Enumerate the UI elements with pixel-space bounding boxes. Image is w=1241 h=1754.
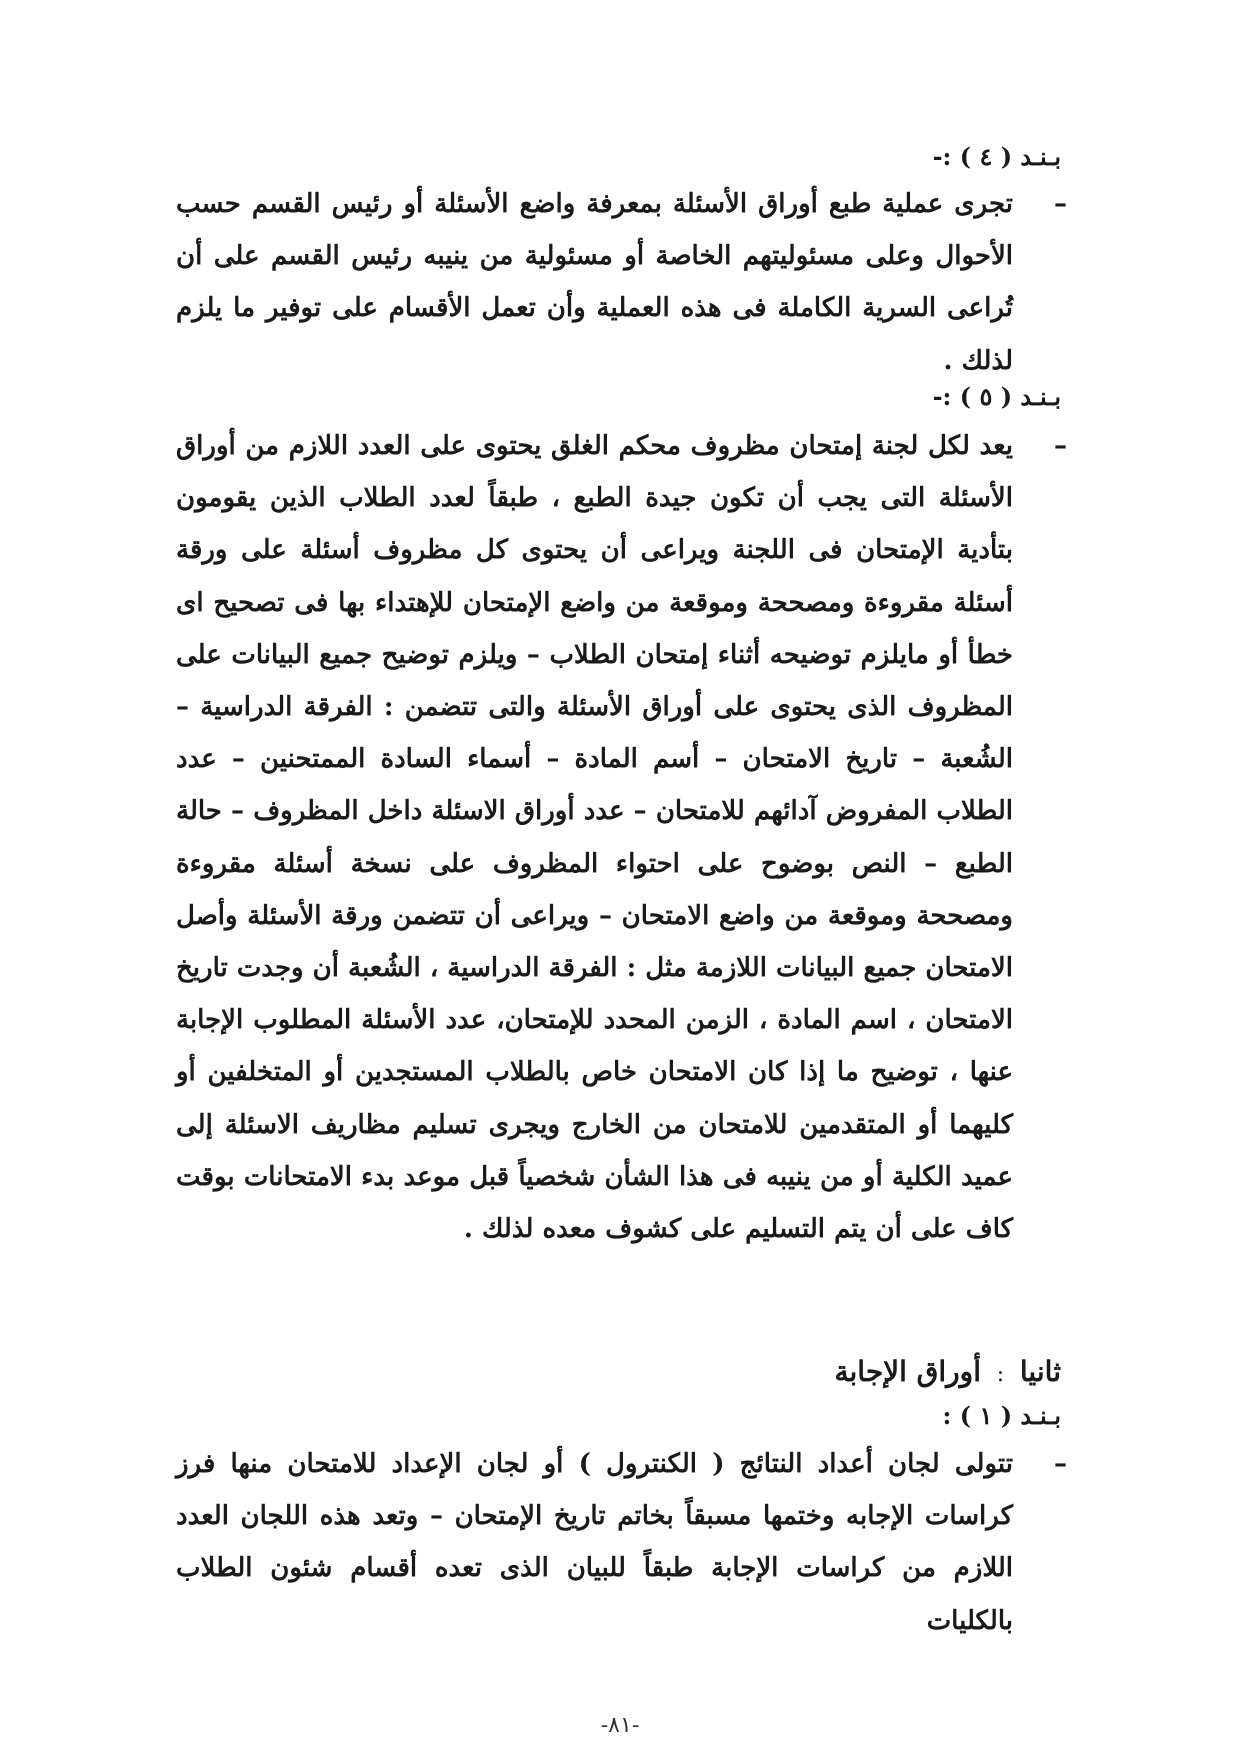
clause-5-heading: بـنـد ( ٥ ) :- (932, 382, 1061, 411)
clause-4-block (176, 178, 1067, 388)
section-two-separator: : (996, 1362, 1005, 1387)
clause-4-paragraph: تجرى عملية طبع أوراق الأسئلة بمعرفة واضع الأسئلة أو رئيس القسم حسب الأحوال وعلى مسئوليتهم الخاصة أو مسئولية من ينيبه رئيس القسم على أن تُراعى السرية الكاملة فى هذه العملية وأن تعمل الأقسام على توفير ما يلزم لذلك . (176, 189, 1013, 376)
list-dash: – (1054, 431, 1067, 461)
clause-1-block (176, 1438, 1067, 1636)
section-two-label: ثانيا (1019, 1355, 1061, 1388)
section-two-title (835, 1355, 1062, 1388)
clause-5-paragraph: يعد لكل لجنة إمتحان مظروف محكم الغلق يحتوى على العدد اللازم من أوراق الأسئلة التى يجب أن تكون جيدة الطبع ، طبقاً لعدد الطلاب الذين يقومون بتأدية الإمتحان فى اللجنة ويراعى أن يحتوى كل مظروف أسئلة على ورقة أسئلة مقروءة ومصححة وموقعة من واضع الإمتحان للإهتداء بها فى تصحيح اى خطأ أو مايلزم توضيحه أثناء إمتحان الطلاب – ويلزم توضيح جميع البيانات على المظروف الذى يحتوى على أوراق الأسئلة والتى تتضمن : الفرقة الدراسية – الشُعبة – تاريخ الامتحان – أسم المادة – أسماء السادة الممتحنين – عدد الطلاب المفروض آدائهم للامتحان – عدد أوراق الاسئلة داخل المظروف – حالة الطبع – النص بوضوح على احتواء المظروف على نسخة أسئلة مقروءة ومصححة وموقعة من واضع الامتحان – ويراعى أن تتضمن ورقة الأسئلة وأصل الامتحان جميع البيانات اللازمة مثل : الفرقة الدراسية ، الشُعبة أن وجدت تاريخ الامتحان ، اسم المادة ، الزمن المحدد للإمتحان، عدد الأسئلة المطلوب الإجابة عنها ، توضيح ما إذا كان الامتحان خاص بالطلاب المستجدين أو المتخلفين أو كليهما أو المتقدمين للامتحان من الخارج ويجرى تسليم مظاريف الاسئلة إلى عميد الكلية أو من ينيبه فى هذا الشأن شخصياً قبل موعد بدء الامتحانات بوقت كاف على أن يتم التسليم على كشوف معده لذلك . (176, 431, 1013, 1245)
clause-5-block (176, 420, 1067, 1360)
clause-1-paragraph: تتولى لجان أعداد النتائج ( الكنترول ) أو لجان الإعداد للامتحان منها فرز كراسات الإجابه وختمها مسبقاً بخاتم تاريخ الإمتحان – وتعد هذه اللجان العدد اللازم من كراسات الإجابة طبقاً للبيان الذى تعده أقسام شئون الطلاب بالكليات (176, 1449, 1013, 1636)
list-dash: – (1054, 189, 1067, 219)
clause-4-heading: بـنـد ( ٤ ) :- (932, 142, 1061, 171)
clause-1-heading: بـنـد ( ١ ) : (942, 1401, 1061, 1430)
section-two-name: أوراق الإجابة (834, 1355, 981, 1388)
page-number: -٨١- (600, 1713, 640, 1738)
list-dash: – (1054, 1449, 1067, 1479)
